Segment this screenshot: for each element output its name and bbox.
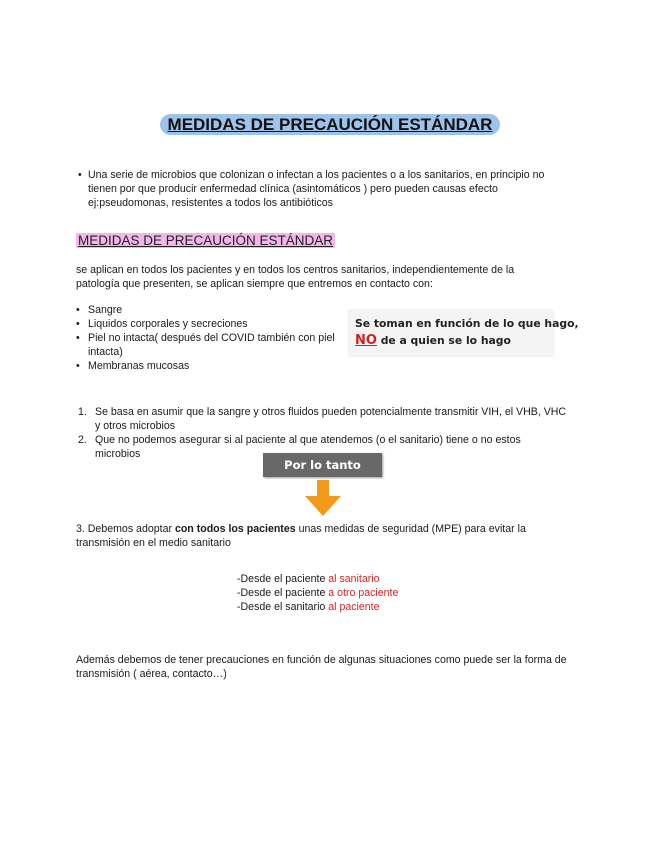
direction-item: -Desde el paciente a otro paciente bbox=[237, 587, 399, 599]
section-subtitle: MEDIDAS DE PRECAUCIÓN ESTÁNDAR bbox=[78, 233, 334, 248]
intro-text: Una serie de microbios que colonizan o infectan a los pacientes o a los sanitarios, en principio no tienen por que producir enfermedad clínica (asintomáticos ) pero pueden causas efecto ej:pseudomonas, resistentes a todos los antibióticos bbox=[88, 169, 545, 209]
list-item: • Liquidos corporales y secreciones bbox=[76, 318, 248, 330]
por-lo-tanto-label: Por lo tanto bbox=[263, 453, 382, 477]
final-paragraph: Además debemos de tener precauciones en función de algunas situaciones como puede ser la forma de transmisión ( aérea, contacto…) bbox=[76, 654, 567, 680]
direction-item: -Desde el paciente al sanitario bbox=[237, 573, 380, 585]
list-item: • Piel no intacta( después del COVID también con piel intacta) bbox=[76, 332, 335, 358]
list-item: 1. Se basa en asumir que la sangre y otros fluidos pueden potencialmente transmitir VIH, el VHB, VHC y otros microbios bbox=[78, 406, 567, 432]
list-item: 2. Que no podemos asegurar si al paciente al que atendemos (o el sanitario) tiene o no estos microbios bbox=[78, 434, 521, 460]
list-item: • Sangre bbox=[76, 304, 123, 316]
transmission-directions bbox=[237, 572, 398, 614]
contact-list bbox=[76, 303, 338, 373]
point-three: 3. Debemos adoptar con todos los pacientes unas medidas de seguridad (MPE) para evitar la transmisión en el medio sanitario bbox=[76, 523, 526, 549]
bullet-marker: • bbox=[78, 169, 82, 181]
callout-line2: NO de a quien se lo hago bbox=[355, 333, 511, 348]
direction-item: -Desde el sanitario al paciente bbox=[237, 601, 380, 613]
arrow-down-icon bbox=[302, 480, 344, 518]
list-item: • Membranas mucosas bbox=[76, 360, 190, 372]
page-title: MEDIDAS DE PRECAUCIÓN ESTÁNDAR bbox=[150, 113, 510, 137]
section-paragraph: se aplican en todos los pacientes y en todos los centros sanitarios, independientemente de la patología que presenten, se aplican siempre que entremos en contacto con: bbox=[76, 264, 515, 290]
callout-line1: Se toman en función de lo que hago, bbox=[355, 317, 579, 330]
callout-box bbox=[349, 310, 579, 356]
callout-no: NO bbox=[355, 333, 377, 348]
